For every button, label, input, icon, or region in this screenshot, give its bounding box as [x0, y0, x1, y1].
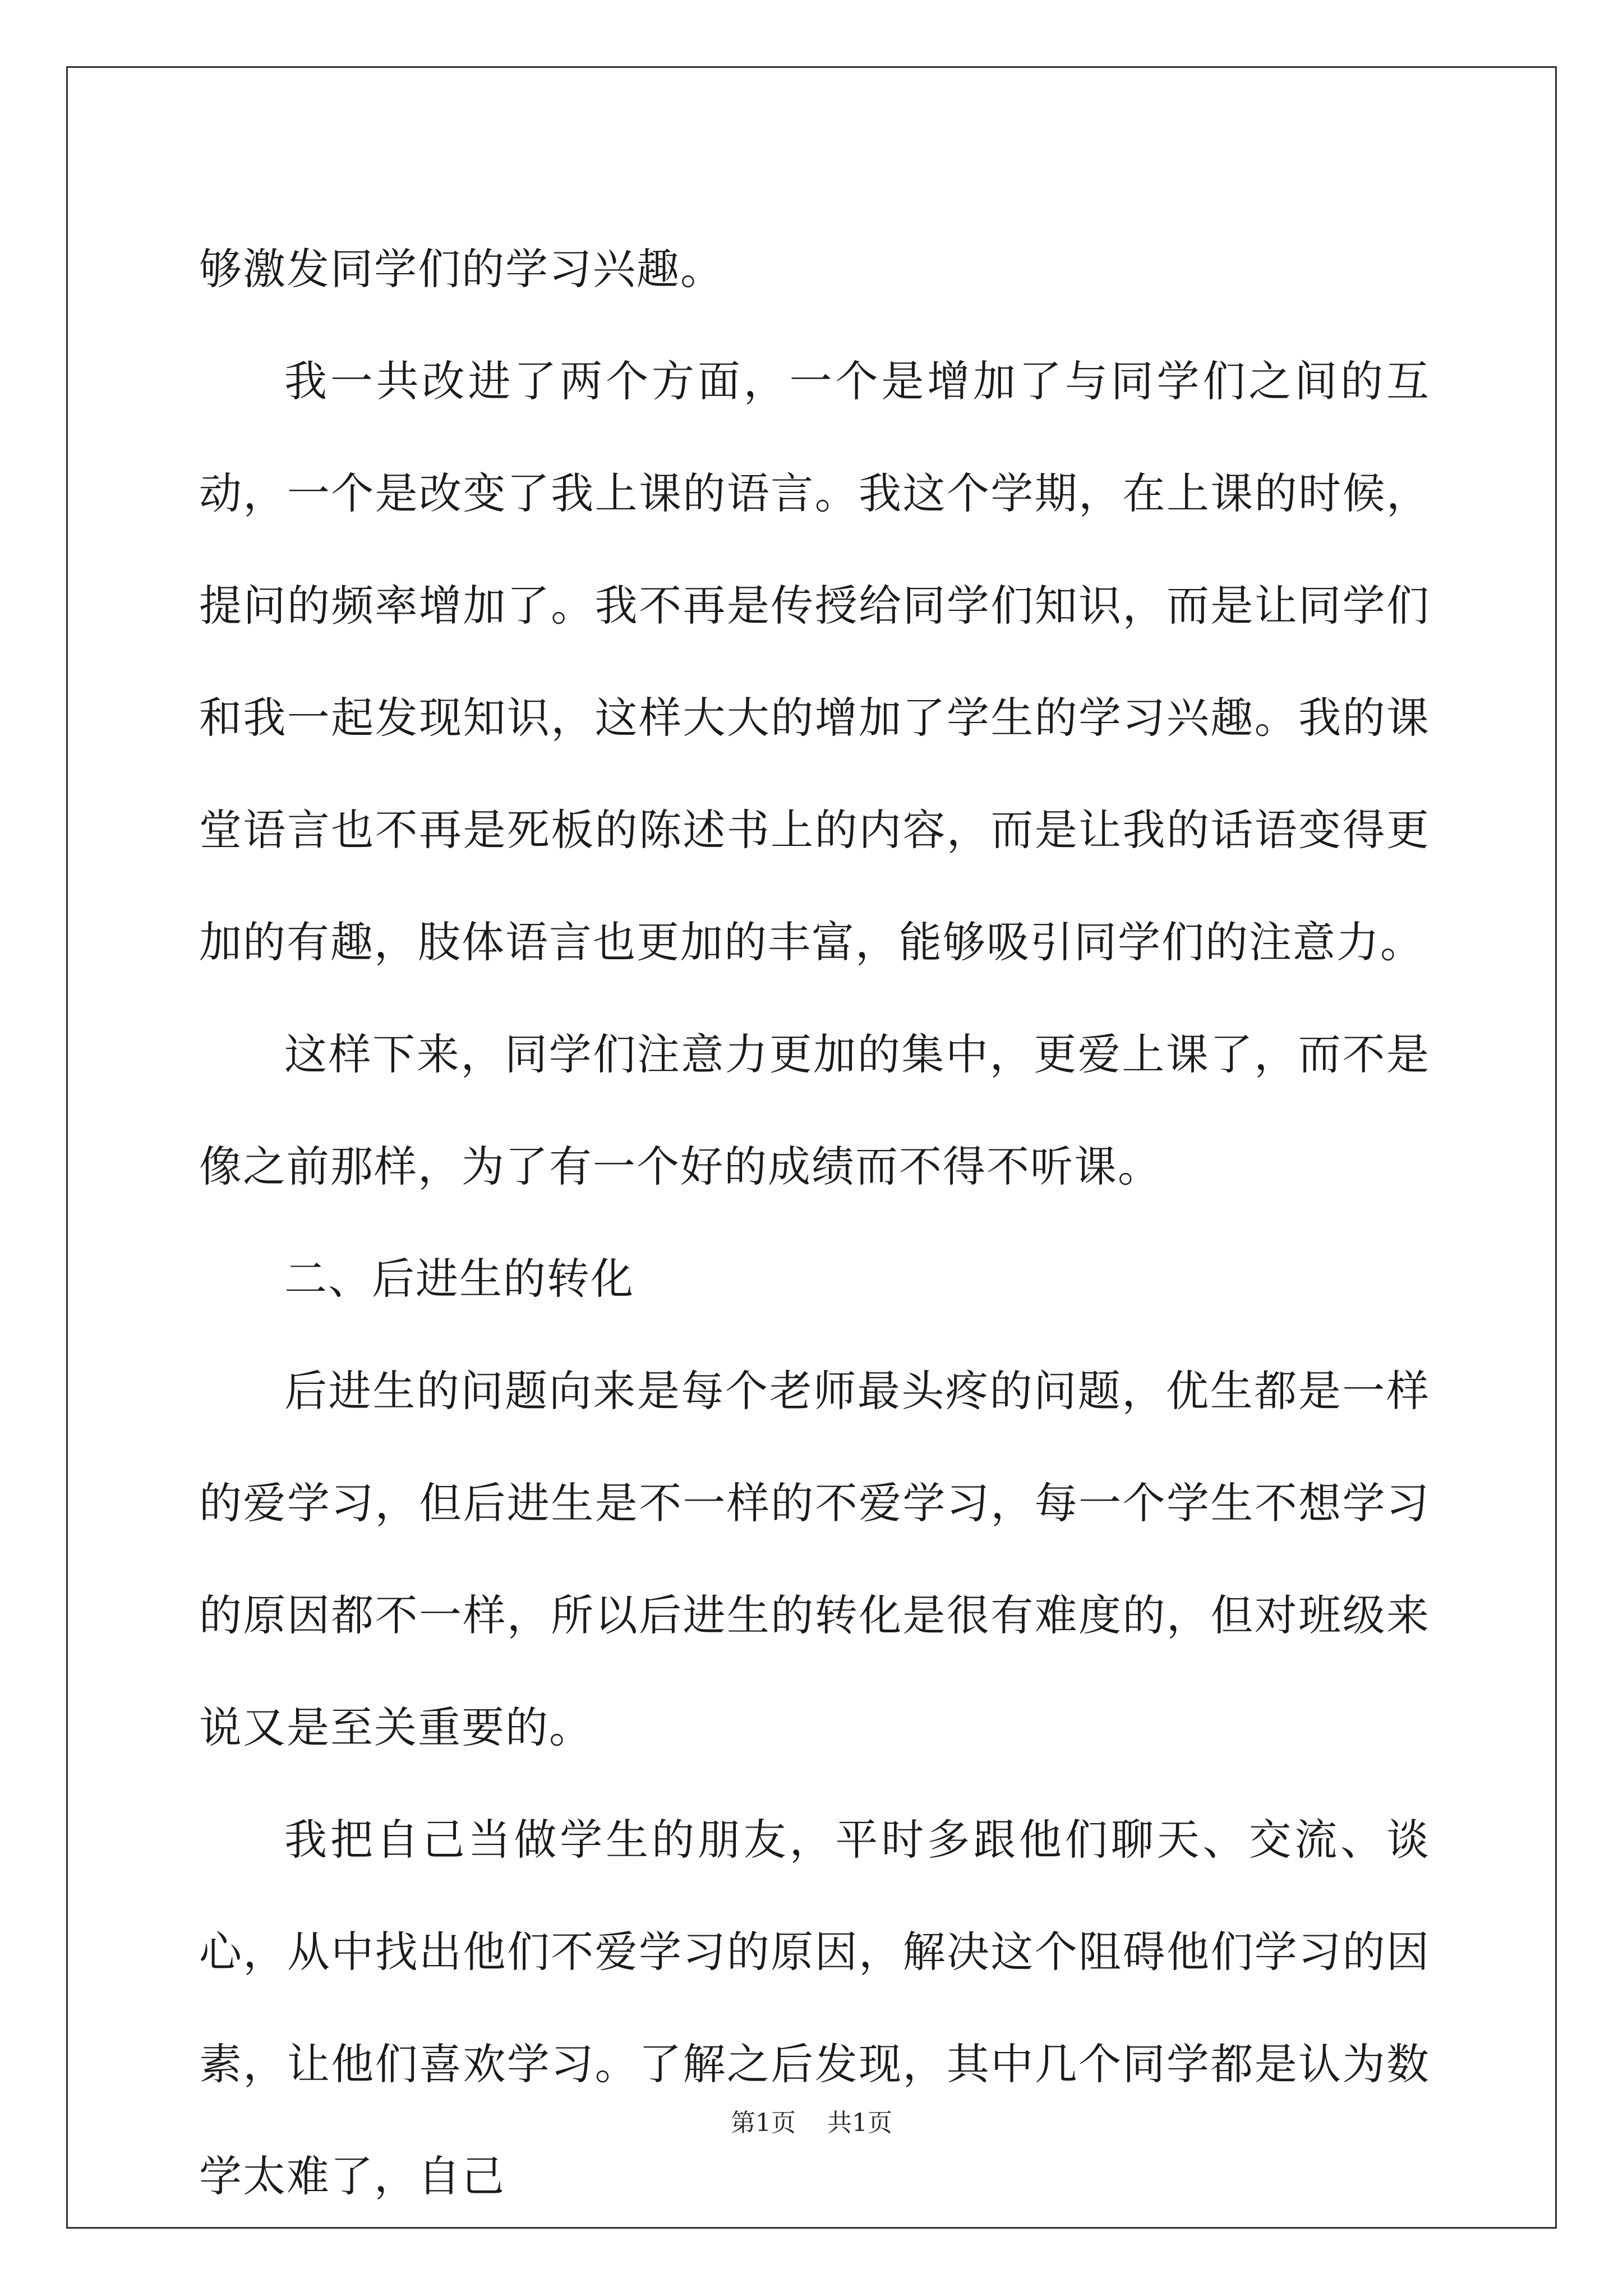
- paragraph-4: 后进生的问题向来是每个老师最头疼的问题，优生都是一样的爱学习，但后进生是不一样的不爱学习，每一个学生不想学习的原因都不一样，所以后进生的转化是很有难度的，但对班级来说又是至关重要的。: [199, 1366, 1430, 1752]
- paragraph-3: 这样下来，同学们注意力更加的集中，更爱上课了，而不是像之前那样，为了有一个好的成绩而不得不听课。: [199, 1029, 1430, 1191]
- paragraph-1: 够激发同学们的学习兴趣。: [199, 244, 724, 294]
- page-footer: [0, 2106, 1623, 2140]
- document-body: [199, 213, 1430, 2233]
- paragraph-2: 我一共改进了两个方面，一个是增加了与同学们之间的互动，一个是改变了我上课的语言。我这个学期，在上课的时候，提问的频率增加了。我不再是传授给同学们知识，而是让同学们和我一起发现知识，这样大大的增加了学生的学习兴趣。我的课堂语言也不再是死板的陈述书上的内容，而是让我的话语变得更加的有趣，肢体语言也更加的丰富，能够吸引同学们的注意力。: [199, 356, 1430, 967]
- total-pages: 共1页: [827, 2109, 892, 2137]
- page-number: 第1页: [731, 2109, 796, 2137]
- section-heading: 二、后进生的转化: [284, 1254, 634, 1304]
- paragraph-5: 我把自己当做学生的朋友，平时多跟他们聊天、交流、谈心，从中找出他们不爱学习的原因，解决这个阻碍他们学习的因素，让他们喜欢学习。了解之后发现，其中几个同学都是认为数学太难了，自己: [199, 1815, 1430, 2201]
